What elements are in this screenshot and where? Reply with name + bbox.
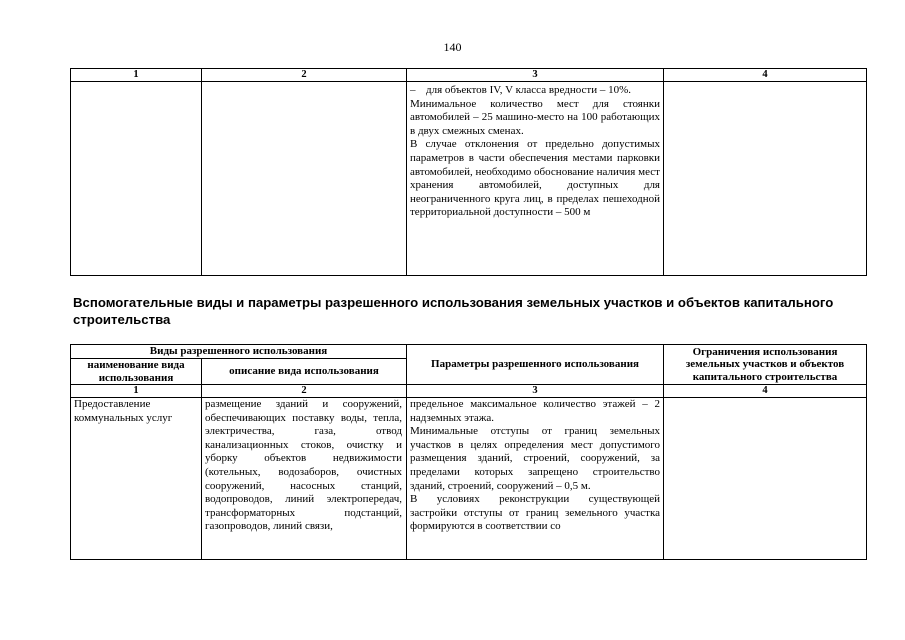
table-row bbox=[71, 82, 867, 276]
column-number-row bbox=[71, 69, 867, 82]
top-table bbox=[70, 68, 867, 276]
header-name: наименование вида использования bbox=[71, 359, 202, 385]
list-dash: – bbox=[410, 84, 416, 96]
parameter-paragraph: В условиях реконструкции существующей застройки отступы от границ земельного участка формируются в соответствии со bbox=[410, 493, 661, 533]
column-number-2: 2 bbox=[202, 69, 407, 82]
parameters-cell bbox=[407, 398, 664, 560]
column-number-4: 4 bbox=[664, 69, 867, 82]
column-number-2: 2 bbox=[202, 385, 407, 398]
parameter-paragraph: Минимальные отступы от границ земельных участков в целях определения мест допустимого размещения зданий, строений, сооружений, за пределами которых запрещено строительство зданий, строений, сооружений – 0,5 м. bbox=[410, 425, 661, 492]
header-parameters: Параметры разрешенного использования bbox=[407, 345, 664, 385]
parameter-paragraph: предельное максимальное количество этажей – 2 надземных этажа. bbox=[410, 398, 661, 424]
section-heading: Вспомогательные виды и параметры разрешенного использования земельных участков и объектов капитального строительства bbox=[73, 295, 834, 327]
column-number-1: 1 bbox=[71, 69, 202, 82]
column-number-1: 1 bbox=[71, 385, 202, 398]
parameter-paragraph: Минимальное количество мест для стоянки автомобилей – 25 машино-место на 100 работающих в двух смежных сменах. bbox=[410, 97, 660, 137]
use-description-cell bbox=[202, 398, 407, 560]
list-item bbox=[410, 84, 660, 98]
table-cell-empty bbox=[71, 82, 202, 276]
bottom-table bbox=[70, 344, 867, 560]
parameter-paragraph: В случае отклонения от предельно допустимых параметров в части обеспечения местами парковки автомобилей, необходимо обоснование наличия мест хранения автомобилей, доступных для неограниченного круга лиц, в пределах пешеходной территориальной доступности – 500 м bbox=[410, 138, 660, 219]
table-cell-empty bbox=[664, 82, 867, 276]
header-restrictions: Ограничения использования земельных участков и объектов капитального строительства bbox=[664, 345, 867, 385]
table-row bbox=[71, 398, 867, 560]
page-number: 140 bbox=[443, 40, 462, 54]
header-group: Виды разрешенного использования bbox=[71, 345, 407, 359]
header-description: описание вида использования bbox=[202, 359, 407, 385]
parameters-cell bbox=[407, 82, 664, 276]
column-number-4: 4 bbox=[664, 385, 867, 398]
column-number-row bbox=[71, 385, 867, 398]
column-number-3: 3 bbox=[407, 69, 664, 82]
use-name-cell: Предоставление коммунальных услуг bbox=[71, 398, 202, 560]
table-cell-empty bbox=[202, 82, 407, 276]
column-number-3: 3 bbox=[407, 385, 664, 398]
restrictions-cell bbox=[664, 398, 867, 560]
header-row bbox=[71, 345, 867, 359]
list-item-text: для объектов IV, V класса вредности – 10%. bbox=[426, 84, 632, 96]
use-description-text: размещение зданий и сооружений, обеспечивающих поставку воды, тепла, электричества, газа, отвод канализационных стоков, очистку и уборку объектов недвижимости (котельных, водозаборов, очистных сооружений, насосных станций, водопроводов, линий электропередач, трансформаторных подстанций, газопроводов, линий связи, bbox=[205, 398, 403, 533]
